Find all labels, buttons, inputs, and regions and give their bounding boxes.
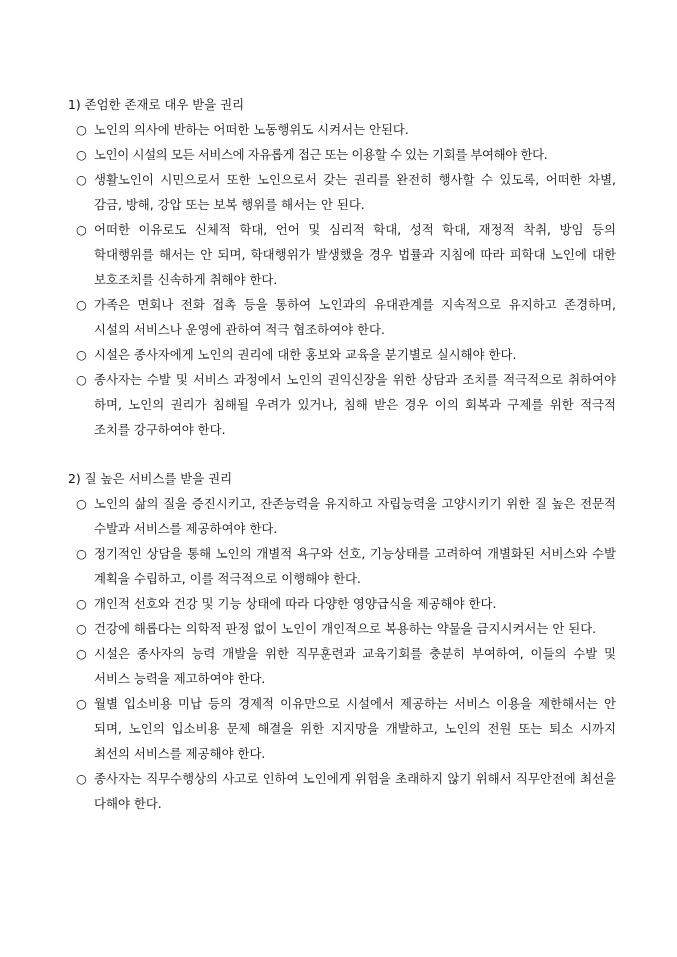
circle-bullet-icon: ○ [76,297,87,312]
section-heading: 1) 존엄한 존재로 대우 받을 권리 [68,97,245,112]
section-heading: 2) 질 높은 서비스를 받을 권리 [68,471,233,486]
circle-bullet-icon: ○ [76,222,87,237]
list-item [76,117,616,142]
list-item [76,641,616,691]
circle-bullet-icon: ○ [76,596,87,611]
list-item [76,142,616,167]
list-item-text: 종사자는 직무수행상의 사고로 인하여 노인에게 위험을 초래하지 않기 위해서 직무안전에 최선을 다해야 한다. [94,771,616,811]
circle-bullet-icon: ○ [76,646,87,661]
list-item [76,616,616,641]
list-item-text: 개인적 선호와 건강 및 기능 상태에 따라 다양한 영양급식을 제공해야 한다. [94,596,497,611]
circle-bullet-icon: ○ [76,347,87,362]
circle-bullet-icon: ○ [76,122,87,137]
list-item-text: 시설은 종사자에게 노인의 권리에 대한 홍보와 교육을 분기별로 실시해야 한다. [94,347,517,362]
list-item-text: 월별 입소비용 미납 등의 경제적 이유만으로 시설에서 제공하는 서비스 이용을 제한해서는 안 되며, 노인의 입소비용 문제 해결을 위한 지지망을 개발하고, 노인의 전원 또는 퇴소 시까지 최선의 서비스를 제공해야 한다. [94,696,616,761]
list-item-text: 생활노인이 시민으로서 또한 노인으로서 갖는 권리를 완전히 행사할 수 있도록, 어떠한 차별, 감금, 방해, 강압 또는 보복 행위를 해서는 안 된다. [94,172,616,212]
circle-bullet-icon: ○ [76,496,87,511]
list-item [76,691,616,766]
list-item [76,217,616,292]
list-item-text: 노인의 삶의 질을 증진시키고, 잔존능력을 유지하고 자립능력을 고양시키기 위한 질 높은 전문적 수발과 서비스를 제공하여야 한다. [94,496,616,536]
list-item-text: 어떠한 이유로도 신체적 학대, 언어 및 심리적 학대, 성적 학대, 재정적 착취, 방임 등의 학대행위를 해서는 안 되며, 학대행위가 발생했을 경우 법률과 지침에 따라 피학대 노인에 대한 보호조치를 신속하게 취해야 한다. [94,222,616,287]
section-dignity-rights [0,93,677,442]
list-item-text: 건강에 해롭다는 의학적 판정 없이 노인이 개인적으로 복용하는 약물을 금지시켜서는 안 된다. [94,621,597,636]
list-item [76,342,616,367]
list-item-text: 가족은 면회나 전화 접촉 등을 통하여 노인과의 유대관계를 지속적으로 유지하고 존경하며, 시설의 서비스나 운영에 관하여 적극 협조하여야 한다. [94,297,616,337]
list-item [76,491,616,541]
list-item [76,591,616,616]
circle-bullet-icon: ○ [76,172,87,187]
section-quality-service-rights [0,467,677,816]
list-item [76,766,616,816]
circle-bullet-icon: ○ [76,546,87,561]
circle-bullet-icon: ○ [76,147,87,162]
list-item-text: 종사자는 수발 및 서비스 과정에서 노인의 권익신장을 위한 상담과 조치를 적극적으로 취하여야 하며, 노인의 권리가 침해될 우려가 있거나, 침해 받은 경우 이의 회복과 구제를 위한 적극적 조치를 강구하여야 한다. [94,372,616,437]
circle-bullet-icon: ○ [76,372,87,387]
list-item-text: 시설은 종사자의 능력 개발을 위한 직무훈련과 교육기회를 충분히 부여하여, 이들의 수발 및 서비스 능력을 제고하여야 한다. [94,646,616,686]
list-item [76,167,616,217]
list-item [76,367,616,442]
list-item-text: 노인의 의사에 반하는 어떠한 노동행위도 시켜서는 안된다. [94,122,409,137]
circle-bullet-icon: ○ [76,696,87,711]
circle-bullet-icon: ○ [76,621,87,636]
list-item-text: 노인이 시설의 모든 서비스에 자유롭게 접근 또는 이용할 수 있는 기회를 부여해야 한다. [94,147,548,162]
list-item-text: 정기적인 상담을 통해 노인의 개별적 욕구와 선호, 기능상태를 고려하여 개별화된 서비스와 수발 계획을 수립하고, 이를 적극적으로 이행해야 한다. [94,546,616,586]
list-item [76,541,616,591]
list-item [76,292,616,342]
circle-bullet-icon: ○ [76,771,87,786]
